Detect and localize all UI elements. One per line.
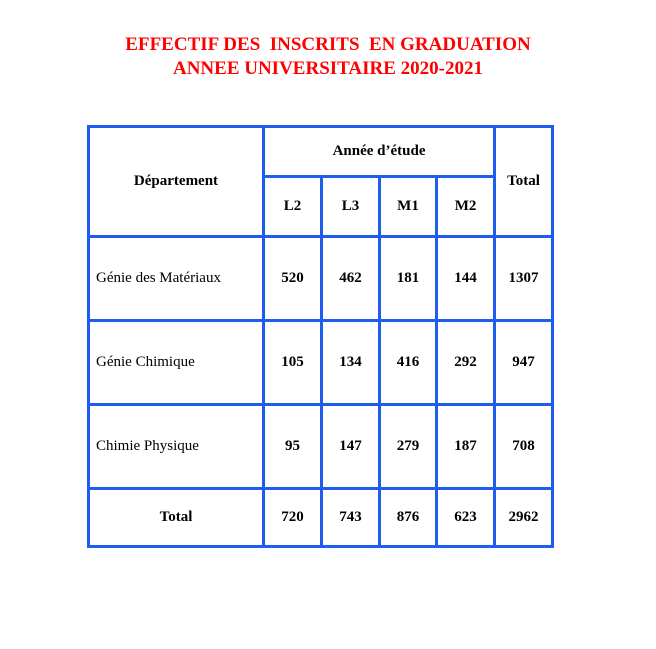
cell-value: 147 [322,405,380,489]
footer-value: 876 [380,489,437,547]
table-row [89,405,553,489]
cell-value: 279 [380,405,437,489]
footer-value: 623 [437,489,495,547]
header-department: Département [89,127,264,237]
total-row [89,489,553,547]
title-line-2: ANNEE UNIVERSITAIRE 2020-2021 [172,58,484,79]
table-row [89,321,553,405]
cell-value: 187 [437,405,495,489]
header-year-l3: L3 [322,177,380,237]
cell-value: 462 [322,237,380,321]
title-line-1: EFFECTIF DES INSCRITS EN GRADUATION [125,34,531,55]
grand-total: 2962 [495,489,553,547]
row-department: Génie Chimique [89,321,264,405]
cell-value: 292 [437,321,495,405]
row-department: Chimie Physique [89,405,264,489]
footer-value: 743 [322,489,380,547]
header-total: Total [495,127,553,237]
cell-value: 134 [322,321,380,405]
enrollment-table [87,125,554,548]
row-total: 947 [495,321,553,405]
header-year-m1: M1 [380,177,437,237]
header-year-group: Année d’étude [264,127,495,177]
cell-value: 416 [380,321,437,405]
row-total: 1307 [495,237,553,321]
cell-value: 105 [264,321,322,405]
header-year-l2: L2 [264,177,322,237]
footer-label: Total [89,489,264,547]
row-total: 708 [495,405,553,489]
table-row [89,237,553,321]
header-year-m2: M2 [437,177,495,237]
cell-value: 95 [264,405,322,489]
row-department: Génie des Matériaux [89,237,264,321]
cell-value: 520 [264,237,322,321]
cell-value: 144 [437,237,495,321]
cell-value: 181 [380,237,437,321]
footer-value: 720 [264,489,322,547]
